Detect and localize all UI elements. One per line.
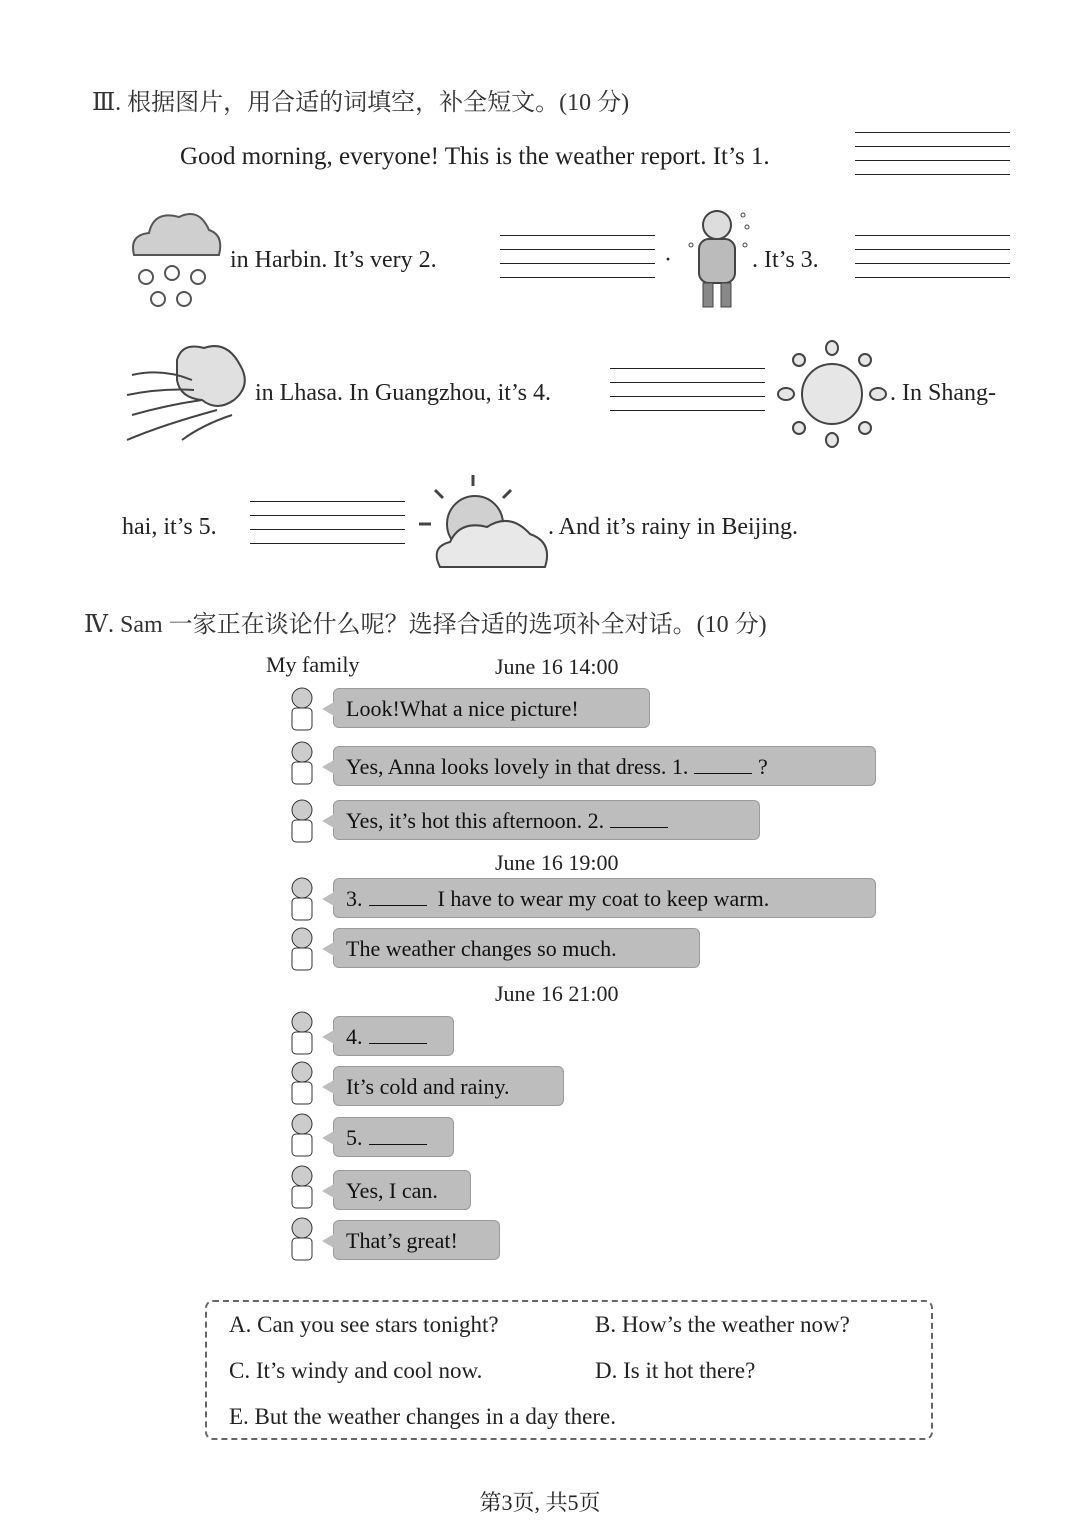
chat-bubble-7: It’s cold and rainy. xyxy=(333,1066,564,1106)
boy-avatar-icon xyxy=(284,1214,320,1262)
chat-time-1: June 16 14:00 xyxy=(495,654,619,679)
dialog-blank-5[interactable] xyxy=(369,1128,427,1145)
report-line2a: in Harbin. It’s very 2. xyxy=(230,247,437,273)
chat-bubble-1: Look!What a nice picture! xyxy=(333,688,650,728)
mother-avatar-icon xyxy=(284,924,320,972)
option-a[interactable]: A. Can you see stars tonight? xyxy=(229,1312,499,1337)
boy-avatar-icon xyxy=(284,684,320,732)
answer-blank-2[interactable] xyxy=(500,235,655,291)
report-line4a: hai, it’s 5. xyxy=(122,514,217,540)
chat-bubble-8: 5. xyxy=(333,1117,454,1157)
option-d[interactable]: D. Is it hot there? xyxy=(595,1358,756,1383)
answer-blank-1[interactable] xyxy=(855,132,1010,188)
answer-blank-5[interactable] xyxy=(250,501,405,557)
mother-avatar-icon xyxy=(284,738,320,786)
dialog-blank-1[interactable] xyxy=(694,757,752,774)
page-footer: 第3页, 共5页 xyxy=(479,1490,601,1515)
cloudy-sun-icon xyxy=(415,472,555,582)
chat-time-2: June 16 19:00 xyxy=(495,850,619,875)
report-line3b: . In Shang- xyxy=(890,380,996,406)
boy-avatar-icon xyxy=(284,1008,320,1056)
section3-heading: Ⅲ. 根据图片，用合适的词填空，补全短文。(10 分) xyxy=(92,90,630,116)
cold-person-icon xyxy=(685,205,755,315)
chat-bubble-4: 3. I have to wear my coat to keep warm. xyxy=(333,878,876,918)
option-c[interactable]: C. It’s windy and cool now. xyxy=(229,1358,483,1383)
mother-avatar-icon xyxy=(284,1110,320,1158)
snow-cloud-icon xyxy=(124,205,224,315)
dialog-blank-4[interactable] xyxy=(369,1027,427,1044)
section4-heading: Ⅳ. Sam 一家正在谈论什么呢？选择合适的选项补全对话。(10 分) xyxy=(84,612,767,638)
chat-title: My family xyxy=(266,652,360,677)
wind-icon xyxy=(122,340,250,450)
girl-avatar-icon xyxy=(284,796,320,844)
dialog-blank-3[interactable] xyxy=(369,889,427,906)
option-e[interactable]: E. But the weather changes in a day there. xyxy=(229,1404,617,1429)
report-line2b: . It’s 3. xyxy=(752,247,819,273)
report-line1: Good morning, everyone! This is the weather report. It’s 1. xyxy=(180,143,770,170)
girl-avatar-icon xyxy=(284,1162,320,1210)
girl-avatar-icon xyxy=(284,874,320,922)
report-line3a: in Lhasa. In Guangzhou, it’s 4. xyxy=(255,380,551,406)
answer-blank-4[interactable] xyxy=(610,368,765,424)
chat-bubble-3: Yes, it’s hot this afternoon. 2. xyxy=(333,800,760,840)
chat-time-3: June 16 21:00 xyxy=(495,981,619,1006)
chat-bubble-6: 4. xyxy=(333,1016,454,1056)
answer-blank-3[interactable] xyxy=(855,235,1010,291)
chat-bubble-5: The weather changes so much. xyxy=(333,928,700,968)
chat-bubble-9: Yes, I can. xyxy=(333,1170,471,1210)
option-b[interactable]: B. How’s the weather now? xyxy=(595,1312,850,1337)
sun-icon xyxy=(772,340,892,448)
report-line4b: . And it’s rainy in Beijing. xyxy=(548,514,798,540)
options-box xyxy=(205,1300,933,1440)
chat-bubble-2: Yes, Anna looks lovely in that dress. 1. ? xyxy=(333,746,876,786)
chat-bubble-10: That’s great! xyxy=(333,1220,500,1260)
dialog-blank-2[interactable] xyxy=(610,811,668,828)
girl-avatar-icon xyxy=(284,1058,320,1106)
